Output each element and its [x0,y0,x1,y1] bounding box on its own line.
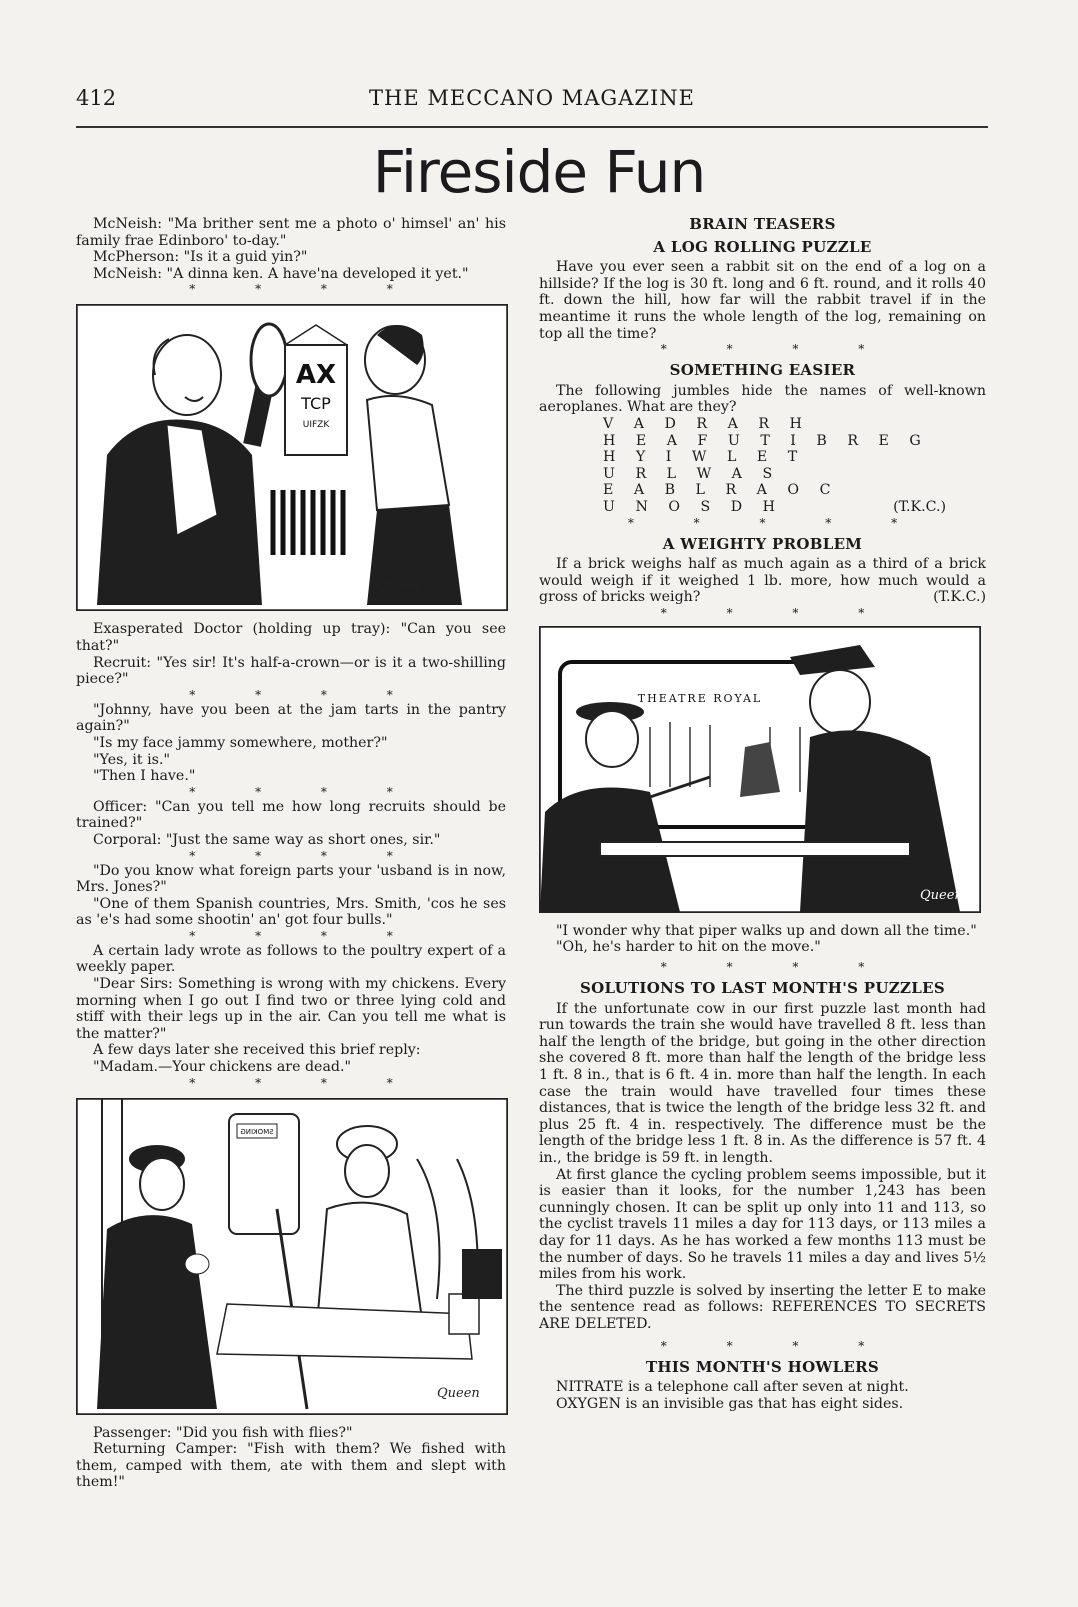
separator-stars: * * * * [189,282,421,297]
separator-stars: * * * * [189,1075,421,1090]
carriage-sign: SMOKING [240,1127,274,1136]
chart-text: AX [295,360,337,391]
puzzle-credit: (T.K.C.) [893,498,946,515]
cartoon-doctor-eye-test [76,304,508,611]
joke-text: "Oh, he's harder to hit on the move." [556,939,821,956]
separator-stars: * * * * [660,605,893,620]
solution-text: At first glance the cycling problem seems impossible, but it is easier than it looks, for the number 1,243 has been cunningly chosen. It can be split up only into 11 and 113, so the cyclist travels 11 miles a day for 113 days, or 113 miles a day for 11 days. As he has worked a few months 113 must be the number of days. So he travels 11 miles a day and lives 5½ miles from his work. [539,1166,986,1283]
puzzle-text: Have you ever seen a rabbit sit on the end of a log on a hillside? If the log is 30 ft. long and 6 ft. round, and it rolls 40 ft. down the hill, how far will the rabbit travel if in the meantime it runs the whole length of the log, remaining on top all the time? [539,259,986,342]
jumble-row: H E A F U T I B R E G [603,432,929,449]
joke-text: A few days later she received this brief reply: [93,1042,421,1059]
puzzle-heading: A LOG ROLLING PUZZLE [653,237,872,256]
artist-signature: Queen [437,1385,480,1401]
page-header [76,86,988,128]
solution-text: The third puzzle is solved by inserting the letter E to make the sentence read as follows: REFERENCES TO SECRETS ARE DELETED. [539,1282,986,1332]
puzzle-text: If a brick weighs half as much again as a third of a brick would weigh if it weighed 1 lb. more, how much would a gross of bricks weigh? [539,556,986,606]
joke-text: Officer: "Can you tell me how long recruits should be trained?" [76,798,506,832]
artist-signature: Queen [377,579,420,595]
section-heading: SOLUTIONS TO LAST MONTH'S PUZZLES [580,979,945,998]
joke-text: "Then I have." [93,768,196,785]
jumble-row: H Y I W L E T [603,449,806,466]
joke-text: "Madam.—Your chickens are dead." [93,1059,352,1076]
separator-stars: * * * * [660,1338,893,1353]
joke-text: "Dear Sirs: Something is wrong with my chickens. Every morning when I go out I find two or three lying cold and stiff with their legs up in the air. Can you tell me what is the matter?" [76,976,506,1042]
joke-text: McNeish: "A dinna ken. A have'na developed it yet." [93,265,469,282]
joke-text: "Yes, it is." [93,751,170,768]
joke-text: "Do you know what foreign parts your 'usband is in now, Mrs. Jones?" [76,862,506,896]
joke-text: "Is my face jammy somewhere, mother?" [93,734,388,751]
joke-text: "One of them Spanish countries, Mrs. Smith, 'cos he ses as 'e's had some shootin' an' got four bulls." [76,895,506,929]
jumble-row: U N O S D H [603,498,784,515]
jumble-row: V A D R A R H [603,415,810,432]
separator-stars: * * * * [189,784,421,799]
cartoon-train-camper [76,1098,508,1415]
separator-stars: * * * * [189,928,421,943]
joke-text: Exasperated Doctor (holding up tray): "Can you see that?" [76,621,506,654]
section-heading: THIS MONTH'S HOWLERS [645,1357,880,1376]
separator-stars: * * * * [189,848,421,863]
solution-text: If the unfortunate cow in our first puzzle last month had run towards the train she would have travelled 8 ft. less than half the length of the bridge, but going in the other direction she covered 8 ft. more than half the length of the bridge less 1 ft. 8 in., that is 6 ft. 4 in. more than half the length. In each case the train would have travelled four times these distances, that is twice the length of the bridge less 32 ft. and plus 25 ft. 4 in. respectively. The difference must be the length of the bridge less 1 ft. 8 in. As the difference is 57 ft. 4 in., the bridge is 59 ft. in length. [539,1000,986,1166]
joke-text: Recruit: "Yes sir! It's half-a-crown—or is it a two-shilling piece?" [76,654,506,688]
right-column [539,216,986,1412]
separator-stars: * * * * [660,960,893,975]
puzzle-heading: SOMETHING EASIER [669,361,856,380]
section-heading: BRAIN TEASERS [689,215,836,233]
page-number: 412 [76,86,117,110]
jumble-row: E A B L R A O C [603,482,839,499]
magazine-title: THE MECCANO MAGAZINE [369,86,695,110]
puzzle-credit: (T.K.C.) [933,589,986,606]
joke-text: "I wonder why that piper walks up and down all the time." [556,922,977,939]
jumble-row: U R L W A S [603,465,781,482]
artist-signature: Queen [920,887,963,903]
chart-text: UIFZK [302,420,330,431]
theatre-sign: THEATRE ROYAL [637,691,763,705]
joke-text: McNeish: "Ma brither sent me a photo o' himsel' an' his family frae Edinboro' to-day." [76,216,506,249]
joke-text: Corporal: "Just the same way as short ones, sir." [93,831,441,848]
separator-stars: * * * * [189,687,421,702]
howler-text: OXYGEN is an invisible gas that has eight sides. [556,1395,904,1412]
joke-text: Passenger: "Did you fish with flies?" [93,1424,353,1441]
puzzle-text: The following jumbles hide the names of well-known aeroplanes. What are they? [539,382,986,416]
joke-text: A certain lady wrote as follows to the poultry expert of a weekly paper. [76,942,506,976]
joke-text: "Johnny, have you been at the jam tarts in the pantry again?" [76,701,506,735]
joke-text: Returning Camper: "Fish with them? We fished with them, camped with them, ate with them and slept with them!" [76,1441,506,1491]
joke-text: McPherson: "Is it a guid yin?" [93,249,308,266]
separator-stars: * * * * [660,342,893,357]
cartoon-piper-theatre [539,626,981,913]
howler-text: NITRATE is a telephone call after seven at night. [556,1379,909,1396]
page-title: Fireside Fun [372,138,706,206]
separator-stars: * * * * * [627,515,926,530]
puzzle-heading: A WEIGHTY PROBLEM [662,534,863,553]
chart-text: TCP [301,394,331,414]
jumble-list [603,416,986,516]
left-column [76,216,506,1491]
